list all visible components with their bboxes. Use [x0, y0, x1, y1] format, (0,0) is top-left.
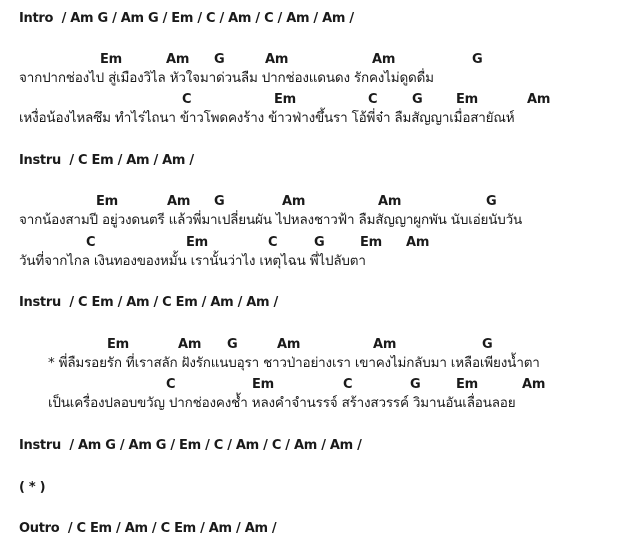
- chord-label: Em: [107, 337, 130, 352]
- verse1-line2-lyric: เหงื่อน้องไหลซึม ทำไร่ไถนา ข้าวโพดคงร้าง ข้าวฟ่างขึ้นรา โอ้พี่จ๋า ลืมสัญญาเมื่อสายัณห์: [19, 110, 515, 126]
- outro-progression: / C Em / Am / C Em / Am / Am /: [67, 521, 277, 536]
- chord-label: C: [182, 92, 192, 107]
- instru2-section: [19, 296, 278, 309]
- chord-label: Em: [456, 92, 479, 107]
- chord-label: Am: [166, 52, 190, 67]
- chord-label: G: [472, 52, 483, 67]
- chord-label: Am: [372, 52, 396, 67]
- chord-label: Em: [360, 235, 383, 250]
- chord-label: Am: [406, 235, 430, 250]
- instru3-section: [19, 439, 362, 452]
- outro-label: Outro: [19, 521, 60, 536]
- chord-label: Am: [373, 337, 397, 352]
- chord-label: Am: [277, 337, 301, 352]
- outro-section: [19, 522, 276, 535]
- instru1-label: Instru: [19, 153, 61, 168]
- chord-label: Am: [265, 52, 289, 67]
- chord-label: G: [214, 194, 225, 209]
- chord-label: G: [486, 194, 497, 209]
- verse2-line1-lyric: จากน้องสามปี อยู่วงดนตรี แล้วพี่มาเปลี่ยนผัน ไปหลงชาวฟ้า ลืมสัญญาผูกพัน นับเอ่ยนับวัน: [19, 212, 523, 228]
- chord-label: C: [268, 235, 278, 250]
- chord-label: G: [214, 52, 225, 67]
- chord-label: Em: [274, 92, 297, 107]
- chord-label: G: [482, 337, 493, 352]
- chord-label: Am: [522, 377, 546, 392]
- chord-label: Em: [100, 52, 123, 67]
- intro-section: [19, 12, 354, 25]
- chorus-line1-lyric: * พี่ลืมรอยรัก ที่เราสลัก ฝังรักแนบอุรา ชาวป่าอย่างเรา เขาคงไม่กลับมา เหลือเพียงน้ำตา: [48, 355, 540, 371]
- chord-label: Em: [456, 377, 479, 392]
- chord-label: C: [343, 377, 353, 392]
- chord-label: Am: [282, 194, 306, 209]
- chord-label: G: [314, 235, 325, 250]
- instru1-section: [19, 154, 194, 167]
- instru2-progression: / C Em / Am / C Em / Am / Am /: [69, 295, 278, 310]
- chord-label: G: [412, 92, 423, 107]
- repeat-marker: ( * ): [19, 480, 46, 495]
- instru2-label: Instru: [19, 295, 61, 310]
- intro-label: Intro: [19, 11, 54, 26]
- instru3-label: Instru: [19, 438, 61, 453]
- intro-progression: / Am G / Am G / Em / C / Am / C / Am / Am /: [61, 11, 354, 26]
- instru1-progression: / C Em / Am / Am /: [69, 153, 194, 168]
- chord-label: C: [86, 235, 96, 250]
- chord-label: Am: [178, 337, 202, 352]
- chord-label: Am: [167, 194, 191, 209]
- chord-label: Am: [527, 92, 551, 107]
- chord-label: G: [410, 377, 421, 392]
- chord-label: C: [166, 377, 176, 392]
- chord-label: Em: [96, 194, 119, 209]
- verse1-line1-lyric: จากปากช่องไป สู่เมืองวิไล หัวใจมาด่วนลืม ปากช่องแดนดง รักคงไม่ดูดดื่ม: [19, 70, 434, 86]
- chord-label: Em: [186, 235, 209, 250]
- verse2-line2-lyric: วันที่จากไกล เงินทองของหมั้น เรานั้นว่าไง เหตุไฉน พี่ไปลับตา: [19, 253, 366, 269]
- instru3-progression: / Am G / Am G / Em / C / Am / C / Am / Am /: [69, 438, 362, 453]
- chord-label: Am: [378, 194, 402, 209]
- chord-label: Em: [252, 377, 275, 392]
- chord-label: C: [368, 92, 378, 107]
- chord-label: G: [227, 337, 238, 352]
- chorus-line2-lyric: เป็นเครื่องปลอบขวัญ ปากช่องคงช้ำ หลงคำจำนรรจ์ สร้างสวรรค์ วิมานอันเลื่อนลอย: [48, 395, 516, 411]
